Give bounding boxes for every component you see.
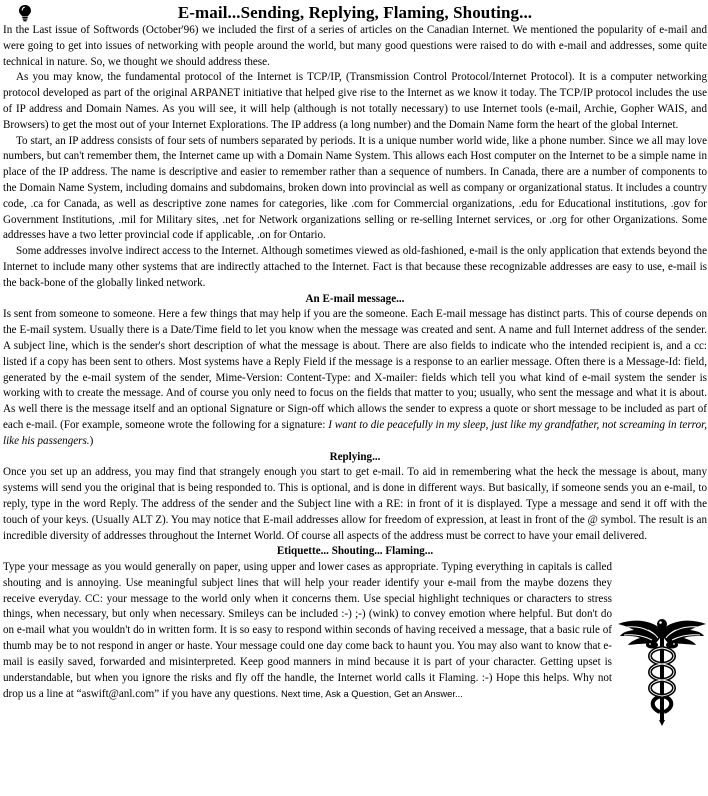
paragraph-etiquette [3,560,707,703]
paragraph-email-message [3,307,707,449]
paragraph-indirect-access: Some addresses involve indirect access to the Internet. Although sometimes viewed as old-fashioned, e-mail is the only application that extends beyond the Internet to include many other systems that are indirectly attached to the Internet. Fact is that because these recognizable addresses are easy to use, e-mail is the back-bone of the globally linked network. [3,245,707,289]
paragraph-tcpip: As you may know, the fundamental protocol of the Internet is TCP/IP, (Transmission Control Protocol/Internet Protocol). It is a computer networking protocol developed as part of the original ARPANET initiative that helped give rise to the Internet as we know it today. The TCP/IP protocol includes the use of IP address and Domain Names. As you will see, it will help (although is not totally necessary) to use Internet tools (e-mail, Archie, Gopher WAIS, and Browsers) to get the most out of your Internet Explorations. The IP address (a long number) and the Domain Name form the heart of the global Internet. [3,71,707,131]
quote-close: ) [89,434,94,447]
article-title: E-mail...Sending, Replying, Flaming, Shouting... [177,3,533,22]
paragraph-ip-address: To start, an IP address consists of four sets of numbers separated by periods. It is a unique number world wide, like a phone number. Since we all may love numbers, but can't remember them, the Internet came up with a Domain Name System. This allows each Host computer on the Internet to be a simple name in place of the IP address. The name is descriptive and easier to remember rather than a sequence of numbers. In Canada, there are a number of components to the Domain Name System, including domains and subdomains, broken down into provincial as well as company or organizational status. It includes a country code, .ca for Canada, as well as descriptive zone names for categories, like .com for Commercial organizations, .edu for Educational institutions, .gov for Government Institutions, .mil for Military sites, .net for Network organizations selling or re-selling Internet services, or .org for other Organizations. Some addresses have a two letter provincial code if applicable, .on for Ontario. [3,134,707,242]
caduceus-icon [616,616,708,726]
email-message-text: Is sent from someone to someone. Here a few things that may help if you are the someone. Each E-mail message has distinct parts. This of course depends on the E-mail system. Usually there is a Date/Time field to let you know when the message was created and sent. A name and full Internet address of the sender. A subject line, which is the sender's short description of what the message is about. There are also fields to indicate who the intended recipient is, and a cc: listed if a copy has been sent to others. Most systems have a Reply Field if the message is a response to an earlier message. Often there is a Message-Id: field, generated by the e-mail system of the sender, Mime-Version: Content-Type: and X-mailer: fields which tell you what kind of e-mail system the sender is working with to create the message. And of course you only need to focus on the fields that matter to you; usually, who sent the message and what it is about. As well there is the message itself and an optional Signature or Sign-off which allows the sender to express a quote or short message to be included as part of each e-mail. (For example, someone wrote the following for a signature: [3,308,707,431]
paragraph-replying: Once you set up an address, you may find that strangely enough you start to get e-mail. To aid in remembering what the heck the message is about, many systems will send you the original that is being responded to. This is optional, and is done in different ways. But basically, if someone sends you an e-mail, to reply, type in the word Reply. The address of the sender and the Subject line with a RE: in front of it is displayed. Type a message and send it off with the touch of your keys. (Usually ALT Z). You may notice that E-mail addresses allow for freedom of expression, at least in front of the @ symbol. The result is an incredible diversity of addresses throughout the Internet World. Of course all aspects of the address must be correct to have your email delivered. [3,466,707,542]
lightbulb-icon [17,4,33,22]
signature-quote: I want to die peacefully in my sleep, just like my grandfather, not screaming in terror, like his passengers. [3,418,707,447]
heading-replying: Replying... [329,450,381,463]
heading-etiquette: Etiquette... Shouting... Flaming... [276,545,434,558]
next-time-line: Next time, Ask a Question, Get an Answer... [280,688,463,700]
etiquette-text: Type your message as you would generally on paper, using upper and lower cases as appropriate. Typing everything in capitals is called shouting and is annoying. Use meaningful subject lines that will help your reader identify your e-mail from the maybe dozens they receive everyday. CC: your message to the world only when it concerns them. Use special highlight techniques or characters to stress things, when necessary, but only when necessary. Smileys can be included :-) ;-) (wink) to convey emotion where helpful. But don't do on e-mail what you wouldn't do in written form. It is so easy to respond within seconds of having received a message, that a basic rule of thumb may be to not respond in anger or haste. Your message could one day come back to haunt you. You may also want to know that e-mail is easily saved, forwarded and misinterpreted. Keep good manners in mind because it is part of your character. Getting upset is understandable, but when you ignore the risks and fly off the handle, the Internet world calls it Flaming. :-) Hope this helps. Why not drop us a line at “aswift@anl.com” if you have any questions. [3,561,612,701]
title-row [3,3,707,23]
paragraph-intro: In the Last issue of Softwords (October'96) we included the first of a series of articles on the Canadian Internet. We mentioned the popularity of e-mail and were going to get into issues of networking with people around the world, but many good questions were raised to do with e-mail and addresses, some quite technical in nature. So, we thought we should address these. [3,24,707,68]
heading-email-message: An E-mail message... [305,292,405,305]
